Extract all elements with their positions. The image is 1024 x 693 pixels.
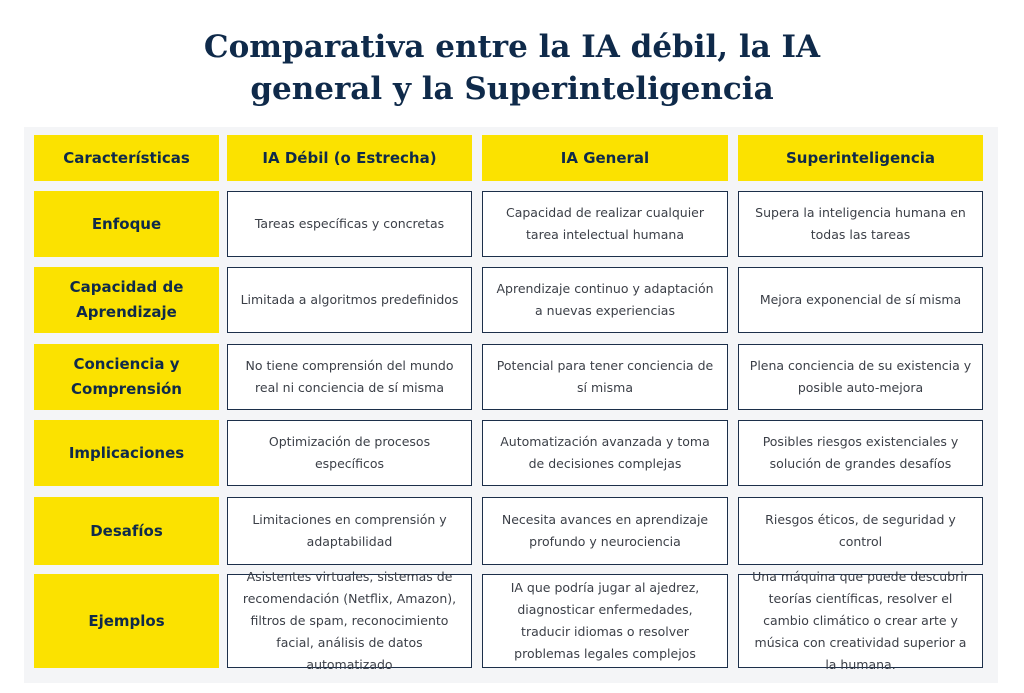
cell-ejemplos-superinteligencia: Una máquina que puede descubrir teorías científicas, resolver el cambio climático o crear arte y música con creatividad superior a la humana. — [738, 574, 983, 668]
cell-desafios-superinteligencia: Riesgos éticos, de seguridad y control — [738, 497, 983, 565]
cell-ejemplos-ia-debil: Asistentes virtuales, sistemas de recomendación (Netflix, Amazon), filtros de spam, reconocimiento facial, análisis de datos automatizado — [227, 574, 472, 668]
row-label-conciencia-comprension: Conciencia y Comprensión — [34, 344, 219, 410]
cell-implicaciones-ia-debil: Optimización de procesos específicos — [227, 420, 472, 486]
cell-implicaciones-superinteligencia: Posibles riesgos existenciales y solución de grandes desafíos — [738, 420, 983, 486]
cell-conciencia-ia-debil: No tiene comprensión del mundo real ni conciencia de sí misma — [227, 344, 472, 410]
row-label-implicaciones: Implicaciones — [34, 420, 219, 486]
cell-enfoque-ia-general: Capacidad de realizar cualquier tarea intelectual humana — [482, 191, 728, 257]
row-label-desafios: Desafíos — [34, 497, 219, 565]
cell-implicaciones-ia-general: Automatización avanzada y toma de decisiones complejas — [482, 420, 728, 486]
page-title-line-1: Comparativa entre la IA débil, la IA — [203, 29, 821, 65]
row-label-capacidad-aprendizaje: Capacidad de Aprendizaje — [34, 267, 219, 333]
cell-enfoque-ia-debil: Tareas específicas y concretas — [227, 191, 472, 257]
cell-enfoque-superinteligencia: Supera la inteligencia humana en todas las tareas — [738, 191, 983, 257]
cell-desafios-ia-general: Necesita avances en aprendizaje profundo y neurociencia — [482, 497, 728, 565]
header-caracteristicas: Características — [34, 135, 219, 181]
header-ia-debil: IA Débil (o Estrecha) — [227, 135, 472, 181]
row-label-enfoque: Enfoque — [34, 191, 219, 257]
header-superinteligencia: Superinteligencia — [738, 135, 983, 181]
cell-desafios-ia-debil: Limitaciones en comprensión y adaptabilidad — [227, 497, 472, 565]
header-ia-general: IA General — [482, 135, 728, 181]
cell-aprendizaje-ia-debil: Limitada a algoritmos predefinidos — [227, 267, 472, 333]
cell-aprendizaje-ia-general: Aprendizaje continuo y adaptación a nuevas experiencias — [482, 267, 728, 333]
page-title — [0, 26, 1024, 110]
cell-conciencia-ia-general: Potencial para tener conciencia de sí misma — [482, 344, 728, 410]
cell-aprendizaje-superinteligencia: Mejora exponencial de sí misma — [738, 267, 983, 333]
page-title-line-2: general y la Superinteligencia — [250, 71, 774, 107]
cell-conciencia-superinteligencia: Plena conciencia de su existencia y posible auto-mejora — [738, 344, 983, 410]
cell-ejemplos-ia-general: IA que podría jugar al ajedrez, diagnosticar enfermedades, traducir idiomas o resolver problemas legales complejos — [482, 574, 728, 668]
row-label-ejemplos: Ejemplos — [34, 574, 219, 668]
